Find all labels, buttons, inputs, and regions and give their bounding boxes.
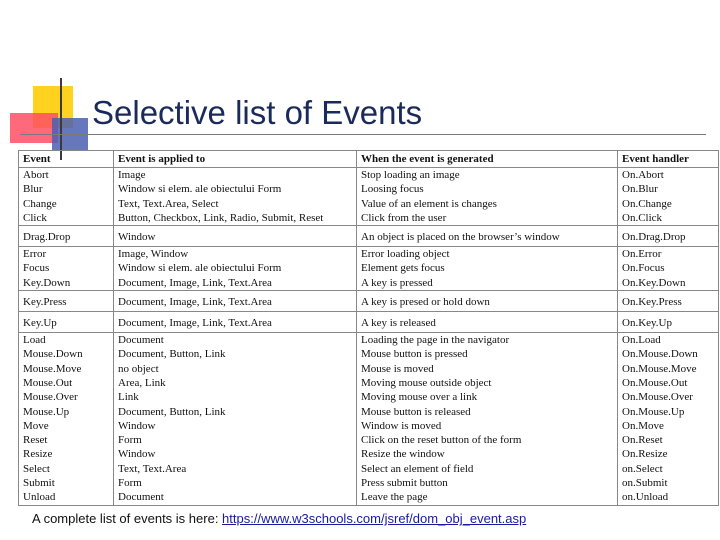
cell-line-applied-to: Document xyxy=(118,334,164,347)
cell-line-when-generated: Click from the user xyxy=(361,211,447,224)
table-row xyxy=(19,312,719,333)
cell-line-event: Drag.Drop xyxy=(23,231,71,244)
cell-line-event: Key.Down xyxy=(23,276,71,289)
cell-line-when-generated: Loading the page in the navigator xyxy=(361,334,510,347)
cell-line-event: Click xyxy=(23,211,47,224)
cell-applied-to xyxy=(114,333,357,506)
cell-line-handler: On.Key.Press xyxy=(622,296,682,309)
cell-when-generated xyxy=(357,291,618,312)
cell-line-when-generated: Moving mouse outside object xyxy=(361,376,492,389)
cell-line-handler: On.Load xyxy=(622,334,661,347)
cell-line-applied-to: Document, Image, Link, Text.Area xyxy=(118,296,272,309)
cell-when-generated xyxy=(357,333,618,506)
header-applied-to: Event is applied to xyxy=(114,151,357,168)
cell-applied-to xyxy=(114,247,357,291)
cell-line-event: Focus xyxy=(23,262,50,275)
cell-line-event: Unload xyxy=(23,491,56,504)
table-row xyxy=(19,226,719,247)
cell-line-event: Change xyxy=(23,197,57,210)
cell-line-when-generated: A key is pressed xyxy=(361,276,433,289)
cell-line-applied-to: Document, Image, Link, Text.Area xyxy=(118,276,272,289)
cell-event xyxy=(19,247,114,291)
cell-line-when-generated: Press submit button xyxy=(361,477,448,490)
cell-line-when-generated: Mouse button is released xyxy=(361,405,471,418)
cell-line-applied-to: Window si elem. ale obiectului Form xyxy=(118,262,282,275)
cell-line-event: Select xyxy=(23,462,50,475)
cell-event xyxy=(19,226,114,247)
decor-horizontal-line xyxy=(20,134,706,135)
cell-line-applied-to: Image, Window xyxy=(118,248,189,261)
cell-line-handler: On.Click xyxy=(622,211,663,224)
cell-line-handler: On.Mouse.Move xyxy=(622,362,697,375)
cell-line-event: Blur xyxy=(23,183,43,196)
cell-line-handler: On.Blur xyxy=(622,183,658,196)
cell-line-handler: on.Select xyxy=(622,462,663,475)
cell-line-event: Error xyxy=(23,248,47,261)
cell-applied-to xyxy=(114,291,357,312)
cell-line-applied-to: Text, Text.Area xyxy=(118,462,187,475)
table-row xyxy=(19,333,719,506)
cell-line-applied-to: Button, Checkbox, Link, Radio, Submit, Reset xyxy=(118,211,324,224)
cell-line-applied-to: Document, Button, Link xyxy=(118,348,226,361)
slide-title: Selective list of Events xyxy=(92,94,423,131)
cell-line-event: Resize xyxy=(23,448,53,461)
footer-text: A complete list of events is here: xyxy=(32,511,223,526)
cell-line-event: Abort xyxy=(23,169,49,181)
cell-when-generated xyxy=(357,247,618,291)
cell-line-when-generated: Element gets focus xyxy=(361,262,445,275)
cell-event xyxy=(19,168,114,226)
footer-link[interactable]: https://www.w3schools.com/jsref/dom_obj_event.asp xyxy=(222,511,527,526)
cell-when-generated xyxy=(357,168,618,226)
cell-line-applied-to: Link xyxy=(118,391,139,404)
table-header-row xyxy=(19,151,719,168)
cell-handler xyxy=(618,333,719,506)
cell-line-applied-to: Document xyxy=(118,491,164,504)
cell-when-generated xyxy=(357,312,618,333)
cell-line-handler: On.Change xyxy=(622,197,672,210)
cell-line-when-generated: Mouse is moved xyxy=(361,362,434,375)
cell-line-when-generated: Error loading object xyxy=(361,248,450,261)
cell-line-applied-to: Document, Button, Link xyxy=(118,405,226,418)
cell-event xyxy=(19,333,114,506)
cell-line-applied-to: no object xyxy=(118,362,159,375)
cell-line-applied-to: Document, Image, Link, Text.Area xyxy=(118,317,272,330)
cell-line-when-generated: Stop loading an image xyxy=(361,169,460,181)
cell-line-applied-to: Window xyxy=(118,419,156,432)
cell-event xyxy=(19,312,114,333)
cell-line-handler: On.Key.Up xyxy=(622,317,672,330)
cell-line-applied-to: Text, Text.Area, Select xyxy=(118,197,219,210)
cell-line-handler: On.Reset xyxy=(622,434,663,447)
cell-line-handler: On.Mouse.Over xyxy=(622,391,693,404)
cell-applied-to xyxy=(114,168,357,226)
cell-line-event: Mouse.Down xyxy=(23,348,83,361)
cell-handler xyxy=(618,312,719,333)
cell-line-handler: On.Mouse.Down xyxy=(622,348,698,361)
cell-line-handler: On.Mouse.Out xyxy=(622,376,688,389)
header-event-handler: Event handler xyxy=(618,151,719,168)
cell-handler xyxy=(618,168,719,226)
cell-line-handler: On.Abort xyxy=(622,169,664,181)
cell-line-handler: On.Mouse.Up xyxy=(622,405,685,418)
cell-line-when-generated: Click on the reset button of the form xyxy=(361,434,522,447)
table-row xyxy=(19,291,719,312)
table-row xyxy=(19,168,719,226)
cell-line-when-generated: Window is moved xyxy=(361,419,442,432)
cell-line-applied-to: Form xyxy=(118,434,142,447)
header-event: Event xyxy=(19,151,114,168)
cell-line-event: Reset xyxy=(23,434,48,447)
cell-applied-to xyxy=(114,312,357,333)
cell-when-generated xyxy=(357,226,618,247)
cell-applied-to xyxy=(114,226,357,247)
cell-line-handler: On.Resize xyxy=(622,448,668,461)
cell-line-event: Submit xyxy=(23,477,55,490)
cell-line-event: Key.Press xyxy=(23,296,67,309)
cell-line-event: Mouse.Up xyxy=(23,405,70,418)
cell-line-event: Mouse.Over xyxy=(23,391,78,404)
footer-note xyxy=(32,511,526,526)
cell-line-when-generated: Mouse button is pressed xyxy=(361,348,468,361)
cell-line-event: Key.Up xyxy=(23,317,57,330)
cell-line-event: Move xyxy=(23,419,49,432)
cell-line-event: Mouse.Move xyxy=(23,362,82,375)
events-table xyxy=(18,150,719,506)
cell-line-when-generated: Loosing focus xyxy=(361,183,424,196)
cell-line-when-generated: A key is presed or hold down xyxy=(361,296,490,309)
cell-line-handler: on.Submit xyxy=(622,477,668,490)
cell-line-applied-to: Image xyxy=(118,169,146,181)
cell-line-handler: On.Error xyxy=(622,248,662,261)
cell-line-when-generated: Moving mouse over a link xyxy=(361,391,478,404)
cell-line-handler: on.Unload xyxy=(622,491,669,504)
cell-line-applied-to: Area, Link xyxy=(118,376,166,389)
cell-line-when-generated: An object is placed on the browser’s window xyxy=(361,231,560,244)
cell-line-when-generated: Select an element of field xyxy=(361,462,474,475)
cell-handler xyxy=(618,226,719,247)
cell-handler xyxy=(618,291,719,312)
cell-handler xyxy=(618,247,719,291)
cell-line-applied-to: Form xyxy=(118,477,142,490)
cell-event xyxy=(19,291,114,312)
cell-line-handler: On.Drag.Drop xyxy=(622,231,686,244)
cell-line-handler: On.Focus xyxy=(622,262,665,275)
cell-line-applied-to: Window xyxy=(118,448,156,461)
cell-line-when-generated: Resize the window xyxy=(361,448,445,461)
cell-line-event: Mouse.Out xyxy=(23,376,73,389)
table-body xyxy=(19,168,719,506)
table-row xyxy=(19,247,719,291)
cell-line-when-generated: A key is released xyxy=(361,317,436,330)
cell-line-handler: On.Move xyxy=(622,419,664,432)
cell-line-applied-to: Window xyxy=(118,231,156,244)
decor-red-square xyxy=(10,113,58,143)
cell-line-event: Load xyxy=(23,334,46,347)
header-when-generated: When the event is generated xyxy=(357,151,618,168)
cell-line-when-generated: Leave the page xyxy=(361,491,428,504)
cell-line-handler: On.Key.Down xyxy=(622,276,686,289)
decor-vertical-line xyxy=(60,78,62,160)
cell-line-when-generated: Value of an element is changes xyxy=(361,197,497,210)
cell-line-applied-to: Window si elem. ale obiectului Form xyxy=(118,183,282,196)
